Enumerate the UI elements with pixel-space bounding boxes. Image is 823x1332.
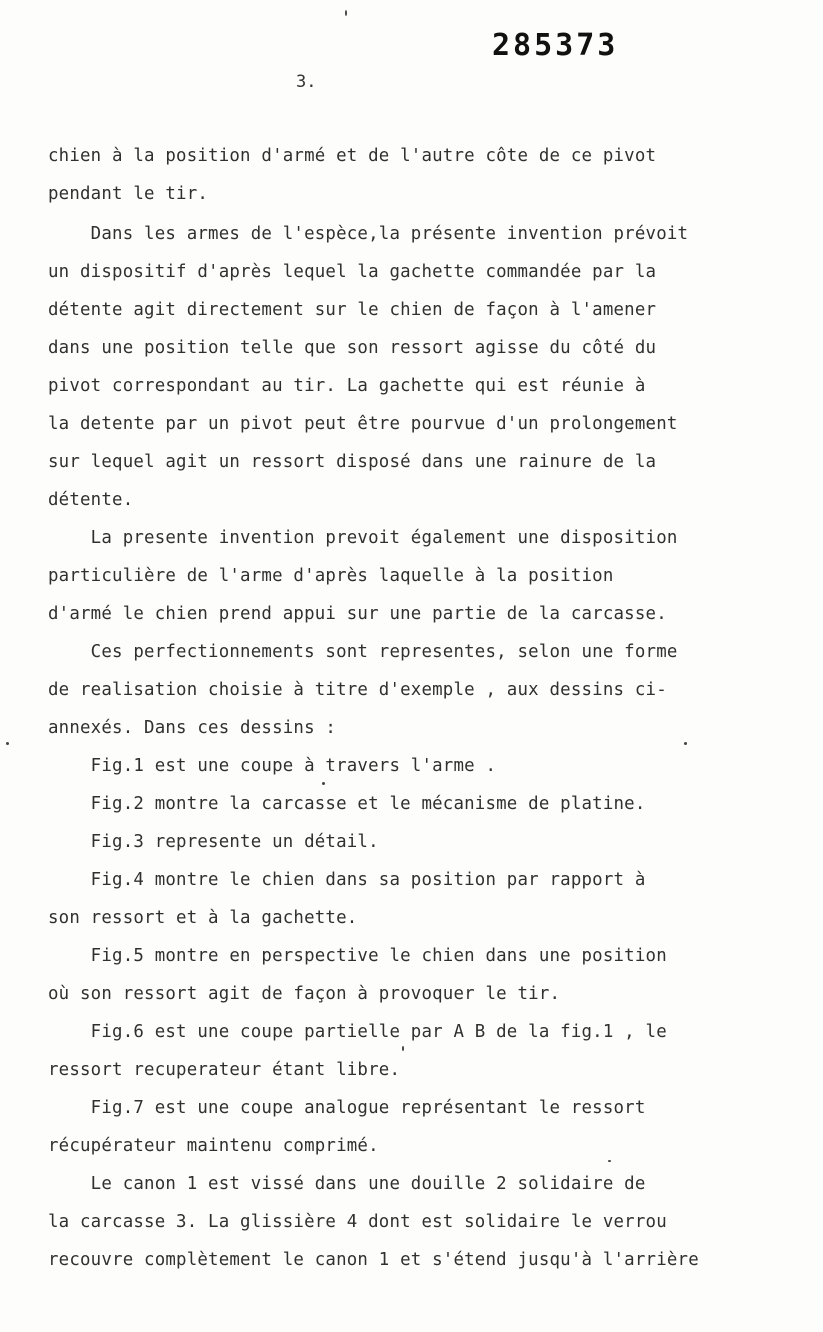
text-line: Fig.5 montre en perspective le chien dans une position	[48, 946, 667, 966]
patent-number: 285373	[492, 28, 619, 63]
text-line: Ces perfectionnements sont representes, selon une forme	[48, 642, 678, 662]
text-line: pivot correspondant au tir. La gachette qui est réunie à	[48, 376, 646, 396]
scan-speck	[684, 742, 687, 745]
page-number: 3.	[296, 72, 317, 92]
text-line: sur lequel agit un ressort disposé dans une rainure de la	[48, 452, 657, 472]
text-line: son ressort et à la gachette.	[48, 908, 358, 928]
text-line: Fig.4 montre le chien dans sa position par rapport à	[48, 870, 646, 890]
text-line: pendant le tir.	[48, 184, 209, 204]
text-line: Fig.1 est une coupe à travers l'arme .	[48, 756, 497, 776]
text-line: de realisation choisie à titre d'exemple , aux dessins ci-	[48, 680, 667, 700]
text-line: Le canon 1 est vissé dans une douille 2 solidaire de	[48, 1174, 646, 1194]
scan-speck	[345, 10, 347, 16]
text-line: Fig.6 est une coupe partielle par A B de la fig.1 , le	[48, 1022, 667, 1042]
text-line: récupérateur maintenu comprimé.	[48, 1136, 379, 1156]
scan-speck	[322, 782, 325, 785]
text-line: particulière de l'arme d'après laquelle à la position	[48, 566, 614, 586]
text-line: Fig.2 montre la carcasse et le mécanisme de platine.	[48, 794, 646, 814]
text-line: dans une position telle que son ressort agisse du côté du	[48, 338, 657, 358]
text-line: chien à la position d'armé et de l'autre côte de ce pivot	[48, 146, 657, 166]
text-line: recouvre complètement le canon 1 et s'étend jusqu'à l'arrière	[48, 1250, 699, 1270]
text-line: d'armé le chien prend appui sur une partie de la carcasse.	[48, 604, 667, 624]
text-line: détente.	[48, 490, 134, 510]
text-line: Fig.3 represente un détail.	[48, 832, 379, 852]
text-line: un dispositif d'après lequel la gachette commandée par la	[48, 262, 657, 282]
text-line: détente agit directement sur le chien de façon à l'amener	[48, 300, 657, 320]
text-line: la detente par un pivot peut être pourvue d'un prolongement	[48, 414, 678, 434]
text-line: où son ressort agit de façon à provoquer le tir.	[48, 984, 561, 1004]
scan-speck	[402, 1046, 404, 1051]
text-line: la carcasse 3. La glissière 4 dont est solidaire le verrou	[48, 1212, 667, 1232]
scan-speck	[608, 1160, 611, 1162]
text-line: La presente invention prevoit également une disposition	[48, 528, 678, 548]
text-line: ressort recuperateur étant libre.	[48, 1060, 401, 1080]
text-line: annexés. Dans ces dessins :	[48, 718, 337, 738]
text-line: Dans les armes de l'espèce,la présente invention prévoit	[48, 224, 689, 244]
text-line: Fig.7 est une coupe analogue représentant le ressort	[48, 1098, 646, 1118]
scan-speck	[6, 742, 9, 745]
